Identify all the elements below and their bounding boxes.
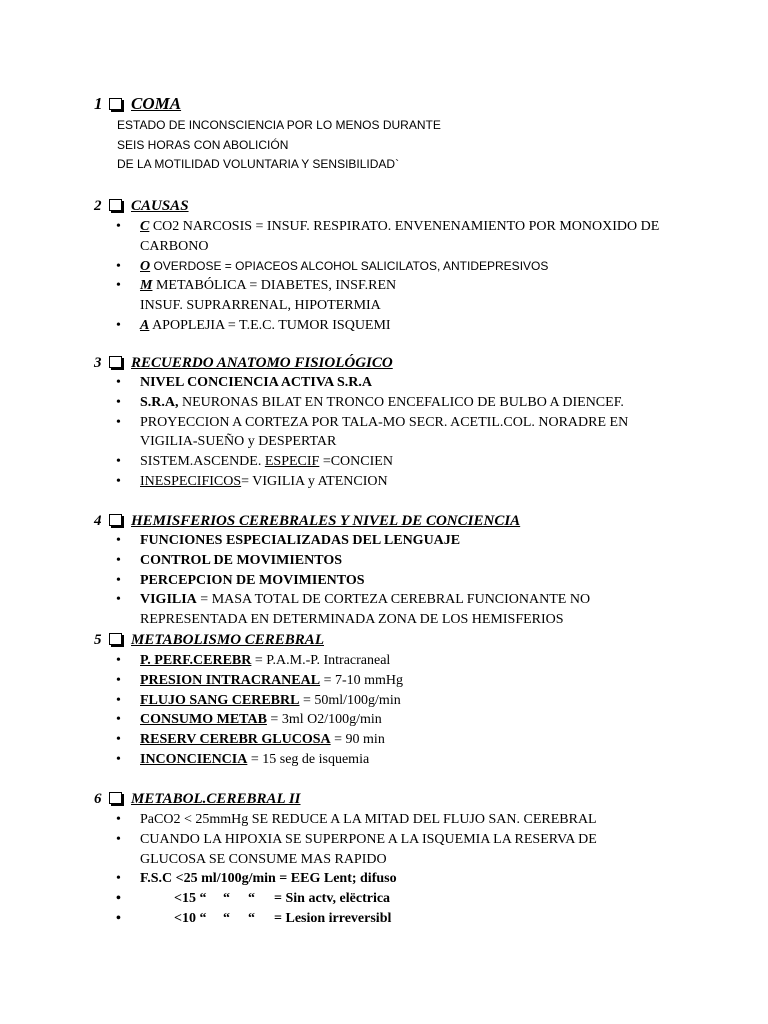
list-item: • PERCEPCION DE MOVIMIENTOS [0, 571, 590, 591]
list-item: • VIGILIA = MASA TOTAL DE CORTEZA CEREBRAL FUNCIONANTE NO [0, 590, 590, 610]
list-item: • O OVERDOSE = OPIACEOS ALCOHOL SALICILATOS, ANTIDEPRESIVOS [0, 257, 659, 277]
list-item: • FLUJO SANG CEREBRL = 50ml/100g/min [0, 691, 403, 711]
checkbox-icon [109, 356, 122, 368]
list-item: • INCONCIENCIA = 15 seg de isquemia [0, 750, 403, 770]
list-item: • SISTEM.ASCENDE. ESPECIF =CONCIEN [0, 452, 628, 472]
section-title: HEMISFERIOS CEREBRALES Y NIVEL DE CONCIENCIA [131, 513, 521, 529]
list-item-continuation: REPRESENTADA EN DETERMINADA ZONA DE LOS HEMISFERIOS [140, 612, 564, 628]
section-number: 1 [94, 94, 103, 113]
list-item: • CONSUMO METAB = 3ml O2/100g/min [0, 710, 403, 730]
hemisferios-list [0, 531, 590, 630]
heading-hemisferios [94, 512, 520, 530]
section-title: RECUERDO ANATOMO FISIOLÓGICO [131, 355, 393, 371]
list-item: • PRESION INTRACRANEAL = 7-10 mmHg [0, 671, 403, 691]
recuerdo-list [0, 373, 628, 492]
text-line: SEIS HORAS CON ABOLICIÓN [117, 137, 289, 152]
checkbox-icon [109, 98, 122, 110]
section-number: 3 [94, 355, 102, 371]
section-title: METABOLISMO CEREBRAL [131, 632, 324, 648]
list-item-continuation: INSUF. SUPRARRENAL, HIPOTERMIA [140, 298, 381, 314]
coma-definition [117, 116, 441, 175]
text-line: ESTADO DE INCONSCIENCIA POR LO MENOS DURANTE [117, 118, 441, 132]
section-title: METABOL.CEREBRAL II [131, 791, 301, 807]
causas-list [0, 217, 659, 336]
section-title: CAUSAS [131, 198, 189, 214]
list-item-continuation: CARBONO [140, 238, 209, 254]
list-item: • P. PERF.CEREBR = P.A.M.-P. Intracraneal [0, 651, 403, 671]
checkbox-icon [109, 792, 122, 804]
list-item: • <15 “ “ “ = Sin actv, elëctrica [0, 889, 597, 909]
list-item: • S.R.A, NEURONAS BILAT EN TRONCO ENCEFALICO DE BULBO A DIENCEF. [0, 393, 628, 413]
list-item: • PROYECCION A CORTEZA POR TALA-MO SECR. ACETIL.COL. NORADRE EN [0, 413, 628, 433]
metabol-ii-list [0, 810, 597, 929]
section-title: COMA [131, 94, 182, 113]
list-item: • INESPECIFICOS= VIGILIA y ATENCION [0, 472, 628, 492]
checkbox-icon [109, 199, 122, 211]
list-item: • M METABÓLICA = DIABETES, INSF.REN [0, 276, 659, 296]
list-item: • A APOPLEJIA = T.E.C. TUMOR ISQUEMI [0, 316, 659, 336]
list-item: • NIVEL CONCIENCIA ACTIVA S.R.A [0, 373, 628, 393]
heading-causas [94, 197, 189, 215]
heading-recuerdo [94, 354, 393, 372]
list-item: • <10 “ “ “ = Lesion irreversibl [0, 909, 597, 929]
metabolismo-list [0, 651, 403, 770]
list-item: • CUANDO LA HIPOXIA SE SUPERPONE A LA ISQUEMIA LA RESERVA DE [0, 830, 597, 850]
checkbox-icon [109, 514, 122, 526]
list-item: • CONTROL DE MOVIMIENTOS [0, 551, 590, 571]
section-number: 6 [94, 791, 102, 807]
section-number: 5 [94, 632, 102, 648]
list-item-continuation: VIGILIA-SUEÑO y DESPERTAR [140, 434, 337, 450]
heading-coma [94, 94, 181, 114]
list-item: • F.S.C <25 ml/100g/min = EEG Lent; difuso [0, 869, 597, 889]
checkbox-icon [109, 633, 122, 645]
heading-metabol-ii [94, 790, 301, 808]
list-item: • C CO2 NARCOSIS = INSUF. RESPIRATO. ENVENENAMIENTO POR MONOXIDO DE [0, 217, 659, 237]
list-item-continuation: GLUCOSA SE CONSUME MAS RAPIDO [140, 851, 387, 867]
section-number: 2 [94, 198, 102, 214]
section-number: 4 [94, 513, 102, 529]
list-item: • RESERV CEREBR GLUCOSA = 90 min [0, 730, 403, 750]
text-line: DE LA MOTILIDAD VOLUNTARIA Y SENSIBILIDAD` [117, 157, 400, 171]
list-item: • FUNCIONES ESPECIALIZADAS DEL LENGUAJE [0, 531, 590, 551]
heading-metabolismo [94, 631, 324, 649]
list-item: • PaCO2 < 25mmHg SE REDUCE A LA MITAD DEL FLUJO SAN. CEREBRAL [0, 810, 597, 830]
